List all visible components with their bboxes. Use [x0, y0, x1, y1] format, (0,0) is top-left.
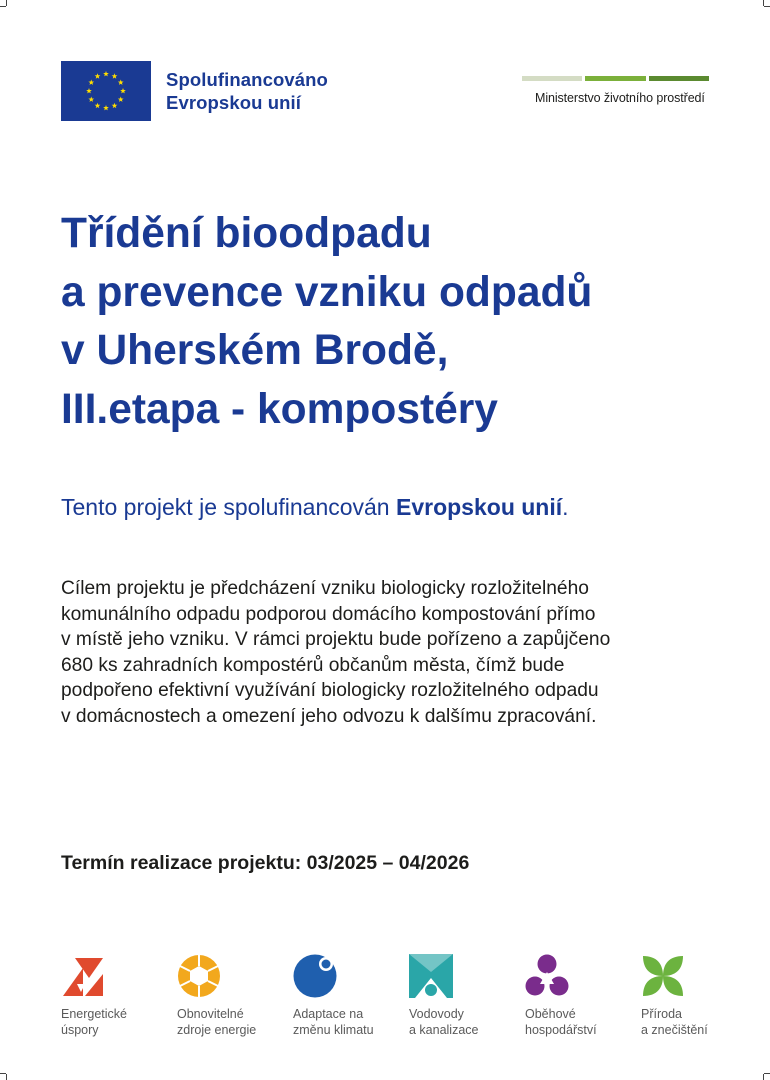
- crop-mark: [757, 0, 764, 6]
- circular-economy-icon: [525, 954, 569, 998]
- ministry-logo: [522, 76, 709, 105]
- ministry-bar: [649, 76, 709, 81]
- project-title: [61, 205, 592, 439]
- priority-label: Energetické úspory: [61, 1007, 128, 1037]
- cofinancing-emphasis: Evropskou unií: [396, 494, 563, 520]
- project-description: [61, 576, 610, 730]
- eu-flag-icon: [61, 61, 151, 121]
- eu-logo-line2: Evropskou unií: [166, 92, 302, 113]
- description-line: v domácnostech a omezení jeho odvozu k dalšímu zpracování.: [61, 705, 597, 727]
- description-line: v místě jeho vzniku. V rámci projektu bude pořízeno a zapůjčeno: [61, 629, 611, 651]
- nature-pollution-icon: [641, 954, 685, 998]
- title-line: III.etapa - kompostéry: [61, 385, 498, 433]
- priority-label: Vodovody a kanalizace: [409, 1007, 479, 1037]
- ministry-bar: [585, 76, 645, 81]
- priority-label: Adaptace na změnu klimatu: [293, 1007, 374, 1037]
- crop-mark: [0, 1067, 6, 1074]
- crop-mark: [0, 6, 6, 13]
- project-term: Termín realizace projektu: 03/2025 – 04/2026: [61, 852, 470, 874]
- renewable-energy-icon: [177, 954, 221, 998]
- priority-water-sewer: [409, 954, 519, 1038]
- crop-mark: [764, 1067, 770, 1074]
- crop-mark: [764, 6, 770, 13]
- eu-logo-text: [166, 68, 328, 114]
- crop-mark: [757, 1074, 764, 1080]
- cofinancing-statement: [61, 494, 569, 521]
- water-sewer-icon: [409, 954, 453, 998]
- cofinancing-prefix: Tento projekt je spolufinancován: [61, 494, 396, 520]
- eu-cofinancing-logo: [61, 61, 328, 121]
- priority-icons: [61, 954, 721, 1044]
- crop-mark: [6, 0, 13, 6]
- ministry-color-bars: [522, 76, 709, 81]
- cofinancing-suffix: .: [562, 494, 569, 520]
- priority-renewable-energy: [177, 954, 287, 1038]
- priority-label: Příroda a znečištění: [641, 1007, 708, 1037]
- ministry-name: Ministerstvo životního prostředí: [535, 91, 705, 105]
- description-line: 680 ks zahradních kompostérů občanům města, čímž bude: [61, 654, 565, 676]
- title-line: Třídění bioodpadu: [61, 210, 432, 257]
- title-line: a prevence vzniku odpadů: [61, 268, 593, 316]
- description-line: podpořeno efektivní využívání biologicky rozložitelného odpadu: [61, 680, 599, 702]
- title-line: v Uherském Brodě,: [61, 327, 449, 374]
- ministry-bar: [522, 76, 582, 81]
- priority-circular-economy: [525, 954, 635, 1038]
- priority-nature-pollution: [641, 954, 751, 1038]
- description-line: komunálního odpadu podporou domácího kompostování přímo: [61, 603, 596, 625]
- eu-logo-line1: Spolufinancováno: [166, 69, 328, 90]
- energy-savings-icon: [61, 954, 105, 998]
- climate-adaptation-icon: [293, 954, 337, 998]
- priority-label: Oběhové hospodářství: [525, 1007, 597, 1037]
- crop-mark: [6, 1074, 13, 1080]
- priority-energy-savings: [61, 954, 171, 1038]
- description-line: Cílem projektu je předcházení vzniku biologicky rozložitelného: [61, 578, 589, 599]
- priority-climate-adaptation: [293, 954, 403, 1038]
- priority-label: Obnovitelné zdroje energie: [177, 1007, 257, 1037]
